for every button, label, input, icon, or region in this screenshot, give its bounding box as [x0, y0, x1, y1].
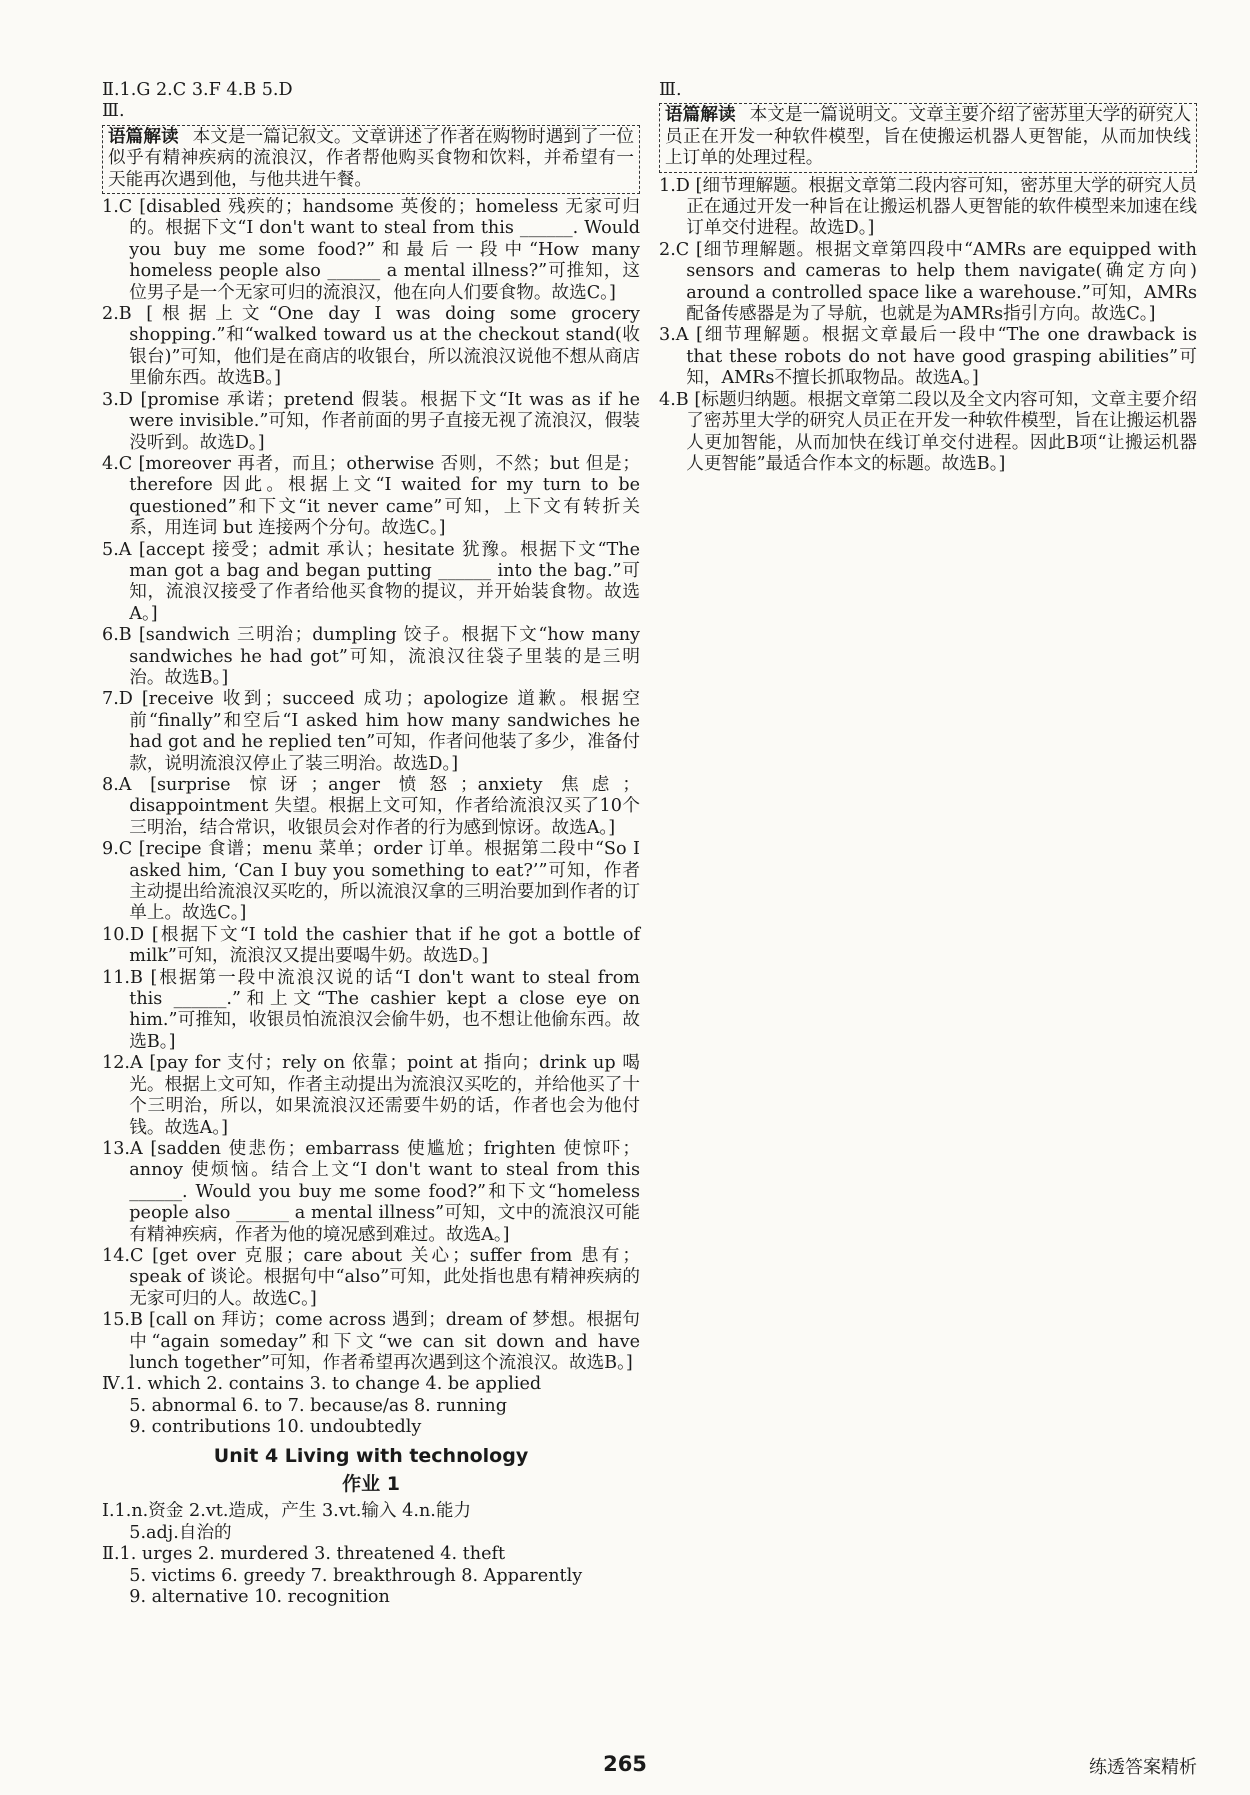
answer-item: 10.D [根据下文“I told the cashier that if he got a bottle of milk”可知，流浪汉又提出要喝牛奶。故选D。]: [102, 924, 640, 967]
section-i-line: 5.adj.自治的: [129, 1522, 232, 1543]
passage-analysis-text: 本文是一篇说明文。文章主要介绍了密苏里大学的研究人员正在开发一种软件模型，旨在使搬运机器人更智能，从而加快线上订单的处理过程。: [665, 105, 1191, 169]
passage-analysis-text: 本文是一篇记叙文。文章讲述了作者在购物时遇到了一位似乎有精神疾病的流浪汉，作者帮他购买食物和饮料，并希望有一天能再次遇到他，与他共进午餐。: [108, 126, 634, 190]
answer-item: 4.B [标题归纳题。根据文章第二段以及全文内容可知，文章主要介绍了密苏里大学的研究人员正在开发一种软件模型，旨在让搬运机器人更加智能，从而加快在线订单交付进程。因此B项“让搬运机器人更智能”最适合作本文的标题。故选B。]: [659, 389, 1197, 474]
section-iii-label: Ⅲ.: [659, 80, 682, 100]
answer-item: 15.B [call on 拜访；come across 遇到；dream of 梦想。根据句中“again someday”和下文“we can sit down and have lunch together”可知，作者希望再次遇到这个流浪汉。故选B。]: [102, 1310, 640, 1373]
answer-item: 1.D [细节理解题。根据文章第二段内容可知，密苏里大学的研究人员正在通过开发一种旨在让搬运机器人更智能的软件模型来加速在线订单交付进程。故选D。]: [659, 175, 1197, 239]
passage-analysis-box: [659, 103, 1197, 172]
answer-item: 13.A [sadden 使悲伤；embarrass 使尴尬；frighten 使惊吓；annoy 使烦恼。结合上文“I don't want to steal from this ______. Would you buy me some food?”和下文“homeless people also ______ a mental illness”可知，文中的流浪汉可能有精神疾病，作者为他的境况感到难过。故选A。]: [102, 1138, 640, 1245]
unit-title: Unit 4 Living with technology: [213, 1444, 529, 1467]
answer-item: 1.C [disabled 残疾的；handsome 英俊的；homeless 无家可归的。根据下文“I don't want to steal from this ______. Would you buy me some food?”和最后一段中“How many homeless people also ______ a mental illness?”可推知，这位男子是一个无家可归的流浪汉，他在向人们要食物。故选C。]: [102, 197, 640, 303]
answer-item: 6.B [sandwich 三明治；dumpling 饺子。根据下文“how many sandwiches he had got”可知，流浪汉往袋子里装的是三明治。故选B。]: [102, 625, 640, 688]
section-iv-line: Ⅳ.1. which 2. contains 3. to change 4. be applied: [102, 1374, 542, 1395]
answer-item: 7.D [receive 收到；succeed 成功；apologize 道歉。根据空前“finally”和空后“I asked him how many sandwiches he had got and he replied ten”可知，作者问他装了多少，准备付款，说明流浪汉停止了装三明治。故选D。]: [102, 689, 640, 774]
section-i-line: Ⅰ.1.n.资金 2.vt.造成，产生 3.vt.输入 4.n.能力: [102, 1501, 472, 1522]
section-ii-answers: Ⅱ.1.G 2.C 3.F 4.B 5.D: [102, 80, 293, 100]
answer-item: 2.C [细节理解题。根据文章第四段中“AMRs are equipped with sensors and cameras to help them navigate(确定方向) around a controlled space like a warehouse.”可知，AMRs配备传感器是为了导航，也就是为AMRs指引方向。故选C。]: [659, 239, 1197, 325]
answer-item: 8.A [surprise 惊讶；anger 愤怒；anxiety 焦虑；disappointment 失望。根据上文可知，作者给流浪汉买了10个三明治，结合常识，收银员会对作者的行为感到惊讶。故选A。]: [102, 775, 640, 838]
answer-item: 11.B [根据第一段中流浪汉说的话“I don't want to steal from this ______.”和上文“The cashier kept a close eye on him.”可推知，收银员怕流浪汉会偷牛奶，也不想让他偷东西。故选B。]: [102, 967, 640, 1052]
right-column: [659, 80, 1197, 475]
answer-item: 12.A [pay for 支付；rely on 依靠；point at 指向；drink up 喝光。根据上文可知，作者主动提出为流浪汉买吃的，并给他买了十个三明治，所以，如果流浪汉还需要牛奶的话，作者也会为他付钱。故选A。]: [102, 1053, 640, 1138]
section-iii-label: Ⅲ.: [102, 101, 125, 122]
answer-item: 3.A [细节理解题。根据文章最后一段中“The one drawback is that these robots do not have good grasping abilities”可知，AMRs不擅长抓取物品。故选A。]: [659, 325, 1197, 389]
section-ii-line: 9. alternative 10. recognition: [129, 1587, 390, 1608]
answer-item: 14.C [get over 克服；care about 关心；suffer from 患有；speak of 谈论。根据句中“also”可知，此处指也患有精神疾病的无家可归的人。故选C。]: [102, 1245, 640, 1309]
section-ii-line: Ⅱ.1. urges 2. murdered 3. threatened 4. theft: [102, 1544, 506, 1565]
passage-analysis-tag: 语篇解读: [108, 126, 179, 147]
section-iv-line: 9. contributions 10. undoubtedly: [129, 1417, 422, 1438]
left-column: [102, 80, 640, 1608]
passage-analysis-tag: 语篇解读: [665, 105, 736, 126]
answer-item: 4.C [moreover 再者，而且；otherwise 否则，不然；but 但是；therefore 因此。根据上文“I waited for my turn to be questioned”和下文“it never came”可知，上下文有转折关系，用连词 but 连接两个分句。故选C。]: [102, 453, 640, 539]
homework-title: 作业 1: [342, 1473, 400, 1495]
answer-item: 5.A [accept 接受；admit 承认；hesitate 犹豫。根据下文“The man got a bag and began putting ______ into the bag.”可知，流浪汉接受了作者给他买食物的提议，并开始装食物。故选A。]: [102, 539, 640, 624]
answer-item: 2.B [根据上文“One day I was doing some grocery shopping.”和“walked toward us at the checkout stand(收银台)”可知，他们是在商店的收银台，所以流浪汉说他不想从商店里偷东西。故选B。]: [102, 304, 640, 389]
footer-label: 练透答案精析: [1089, 1757, 1197, 1778]
section-iv-line: 5. abnormal 6. to 7. because/as 8. running: [129, 1395, 507, 1416]
passage-analysis-box: [102, 125, 640, 194]
answer-item: 3.D [promise 承诺；pretend 假装。根据下文“It was as if he were invisible.”可知，作者前面的男子直接无视了流浪汉，假装没听到。故选D。]: [102, 389, 640, 453]
section-ii-line: 5. victims 6. greedy 7. breakthrough 8. Apparently: [129, 1565, 583, 1586]
answer-item: 9.C [recipe 食谱；menu 菜单；order 订单。根据第二段中“So I asked him, ‘Can I buy you something to eat?’”可知，作者主动提出给流浪汉买吃的，所以流浪汉拿的三明治要加到作者的订单上。故选C。]: [102, 839, 640, 924]
page-number: 265: [603, 1752, 647, 1776]
